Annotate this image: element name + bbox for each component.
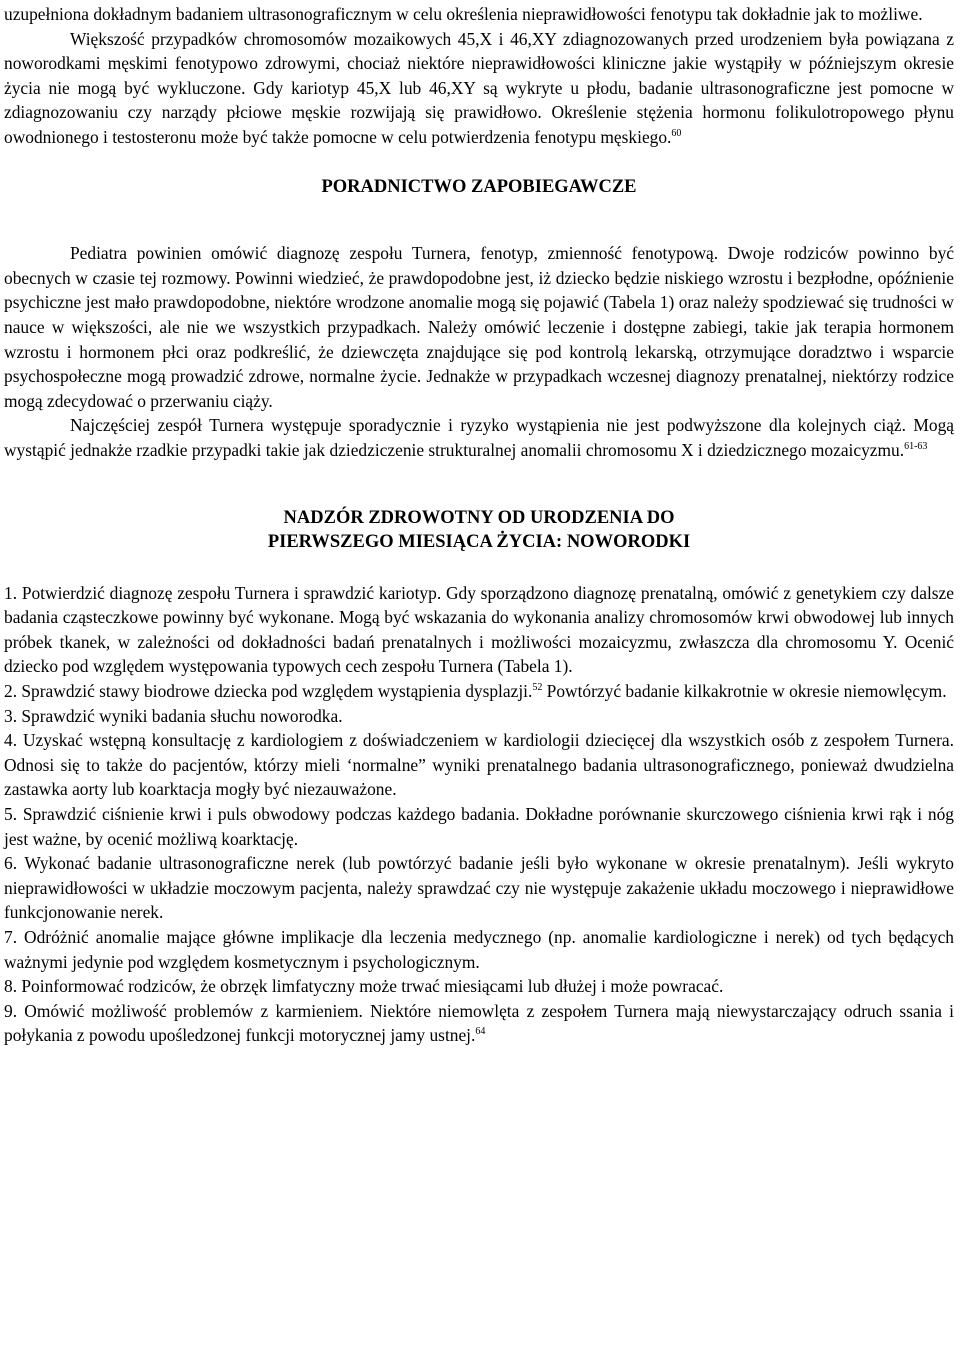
paragraph-mosaic-chromosomes (4, 27, 954, 150)
list-item (4, 679, 954, 704)
list-item (4, 999, 954, 1048)
list-item-text: 7. Odróżnić anomalie mające główne implikacje dla leczenia medycznego (np. anomalie kardiologiczne i nerek) od tych będących ważnymi jedynie pod względem kosmetycznym i psychologicznym. (4, 927, 954, 972)
list-item (4, 581, 954, 679)
list-item-text-after: Powtórzyć badanie kilkakrotnie w okresie niemowlęcym. (542, 681, 947, 702)
paragraph-text: Najczęściej zespół Turnera występuje sporadycznie i ryzyko wystąpienia nie jest podwyższone dla kolejnych ciąż. Mogą wystąpić jednakże rzadkie przypadki takie jak dziedziczenie strukturalnej anomalii chromosomu X i dziedzicznego mozaicyzmu. (4, 415, 954, 460)
list-item (4, 974, 954, 999)
list-item-text: 3. Sprawdzić wyniki badania słuchu noworodka. (4, 705, 343, 726)
paragraph-recurrence-risk (4, 413, 954, 462)
reference-number: 64 (475, 1026, 486, 1038)
list-item (4, 851, 954, 925)
paragraph-continuation (4, 2, 954, 27)
list-item (4, 728, 954, 802)
list-item (4, 802, 954, 851)
reference-number: 61-63 (904, 440, 928, 452)
paragraph-text: Większość przypadków chromosomów mozaikowych 45,X i 46,XY zdiagnozowanych przed urodzeniem była powiązana z noworodkami męskimi fenotypowo zdrowymi, chociaż niektóre nieprawidłowości kliniczne jakie wystąpiły w późniejszym okresie życia nie mogą być wykluczone. Gdy kariotyp 45,X lub 46,XY są wykryte u płodu, badanie ultrasonograficzne jest pomocne w zdiagnozowaniu czy narządy płciowe męskie rozwijają się prawidłowo. Określenie stężenia hormonu folikulotropowego płynu owodnionego i testosteronu może być także pomocne w celu potwierdzenia fenotypu męskiego. (4, 28, 954, 147)
heading-line: NADZÓR ZDROWOTNY OD URODZENIA DO (283, 507, 675, 528)
section-heading-newborn (4, 506, 954, 555)
list-item (4, 704, 954, 729)
section-heading-counseling: PORADNICTWO ZAPOBIEGAWCZE (321, 176, 637, 197)
list-item-text: 2. Sprawdzić stawy biodrowe dziecka pod względem wystąpienia dysplazji. (4, 681, 533, 702)
list-item-text: 6. Wykonać badanie ultrasonograficzne nerek (lub powtórzyć badanie jeśli było wykonane w okresie prenatalnym). Jeśli wykryto nieprawidłowości w układzie moczowym pacjenta, należy sprawdzać czy nie występuje zakażenie układu moczowego i nieprawidłowe funkcjonowanie nerek. (4, 853, 954, 923)
list-item-text: 1. Potwierdzić diagnozę zespołu Turnera i sprawdzić kariotyp. Gdy sporządzono diagnozę prenatalną, omówić z genetykiem czy dalsze badania cząsteczkowe powinny być wykonane. Mogą być wskazania do wykonania analizy chromosomów krwi obwodowej lub innych próbek tkanek, w zależności od dokładności badań prenatalnych i możliwości mozaicyzmu, zwłaszcza dla chromosomu Y. Ocenić dziecko pod względem występowania typowych cech zespołu Turnera (Tabela 1). (4, 582, 954, 677)
paragraph-text: uzupełniona dokładnym badaniem ultrasonograficznym w celu określenia nieprawidłowości fenotypu tak dokładnie jak to możliwe. (4, 4, 923, 24)
list-item-text: 9. Omówić możliwość problemów z karmieniem. Niektóre niemowlęta z zespołem Turnera mają niewystarczający odruch ssania i połykania z powodu upośledzonej funkcji motorycznej jamy ustnej. (4, 1000, 954, 1046)
reference-number: 60 (671, 127, 682, 139)
numbered-list (4, 581, 954, 1048)
heading-line: PIERWSZEGO MIESIĄCA ŻYCIA: NOWORODKI (267, 532, 691, 553)
list-item (4, 925, 954, 974)
reference-number: 52 (532, 682, 543, 694)
list-item-text: 5. Sprawdzić ciśnienie krwi i puls obwodowy podczas każdego badania. Dokładne porównanie skurczowego ciśnienia krwi rąk i nóg jest ważne, by ocenić możliwą koarktację. (4, 804, 954, 849)
paragraph-text: Pediatra powinien omówić diagnozę zespołu Turnera, fenotyp, zmienność fenotypową. Dwoje rodziców powinno być obecnych w czasie tej rozmowy. Powinni wiedzieć, że prawdopodobne jest, iż dziecko będzie niskiego wzrostu i bezpłodne, opóźnienie psychiczne jest mało prawdopodobne, niektóre wrodzone anomalie mogą się pojawić (Tabela 1) oraz należy spodziewać się trudności w nauce w większości, ale nie we wszystkich przypadkach. Należy omówić leczenie i dostępne zabiegi, takie jak terapia hormonem wzrostu i hormonem płci oraz podkreślić, że dziewczęta znajdujące się pod kontrolą lekarską, otrzymujące doradztwo i wsparcie psychospołeczne mogą prowadzić zdrowe, normalne życie. Jednakże w przypadkach wczesnej diagnozy prenatalnej, niektórzy rodzice mogą zdecydować o przerwaniu ciąży. (4, 243, 954, 411)
paragraph-pediatrician (4, 241, 954, 413)
list-item-text: 8. Poinformować rodziców, że obrzęk limfatyczny może trwać miesiącami lub dłużej i może powracać. (4, 976, 724, 997)
list-item-text: 4. Uzyskać wstępną konsultację z kardiologiem z doświadczeniem w kardiologii dziecięcej dla wszystkich osób z zespołem Turnera. Odnosi się to także do pacjentów, którzy mieli ‘normalne” wyniki prenatalnego badania ultrasonograficznego, ponieważ dwudzielna zastawka aorty lub koarktacja mogły być niezauważone. (4, 730, 954, 800)
